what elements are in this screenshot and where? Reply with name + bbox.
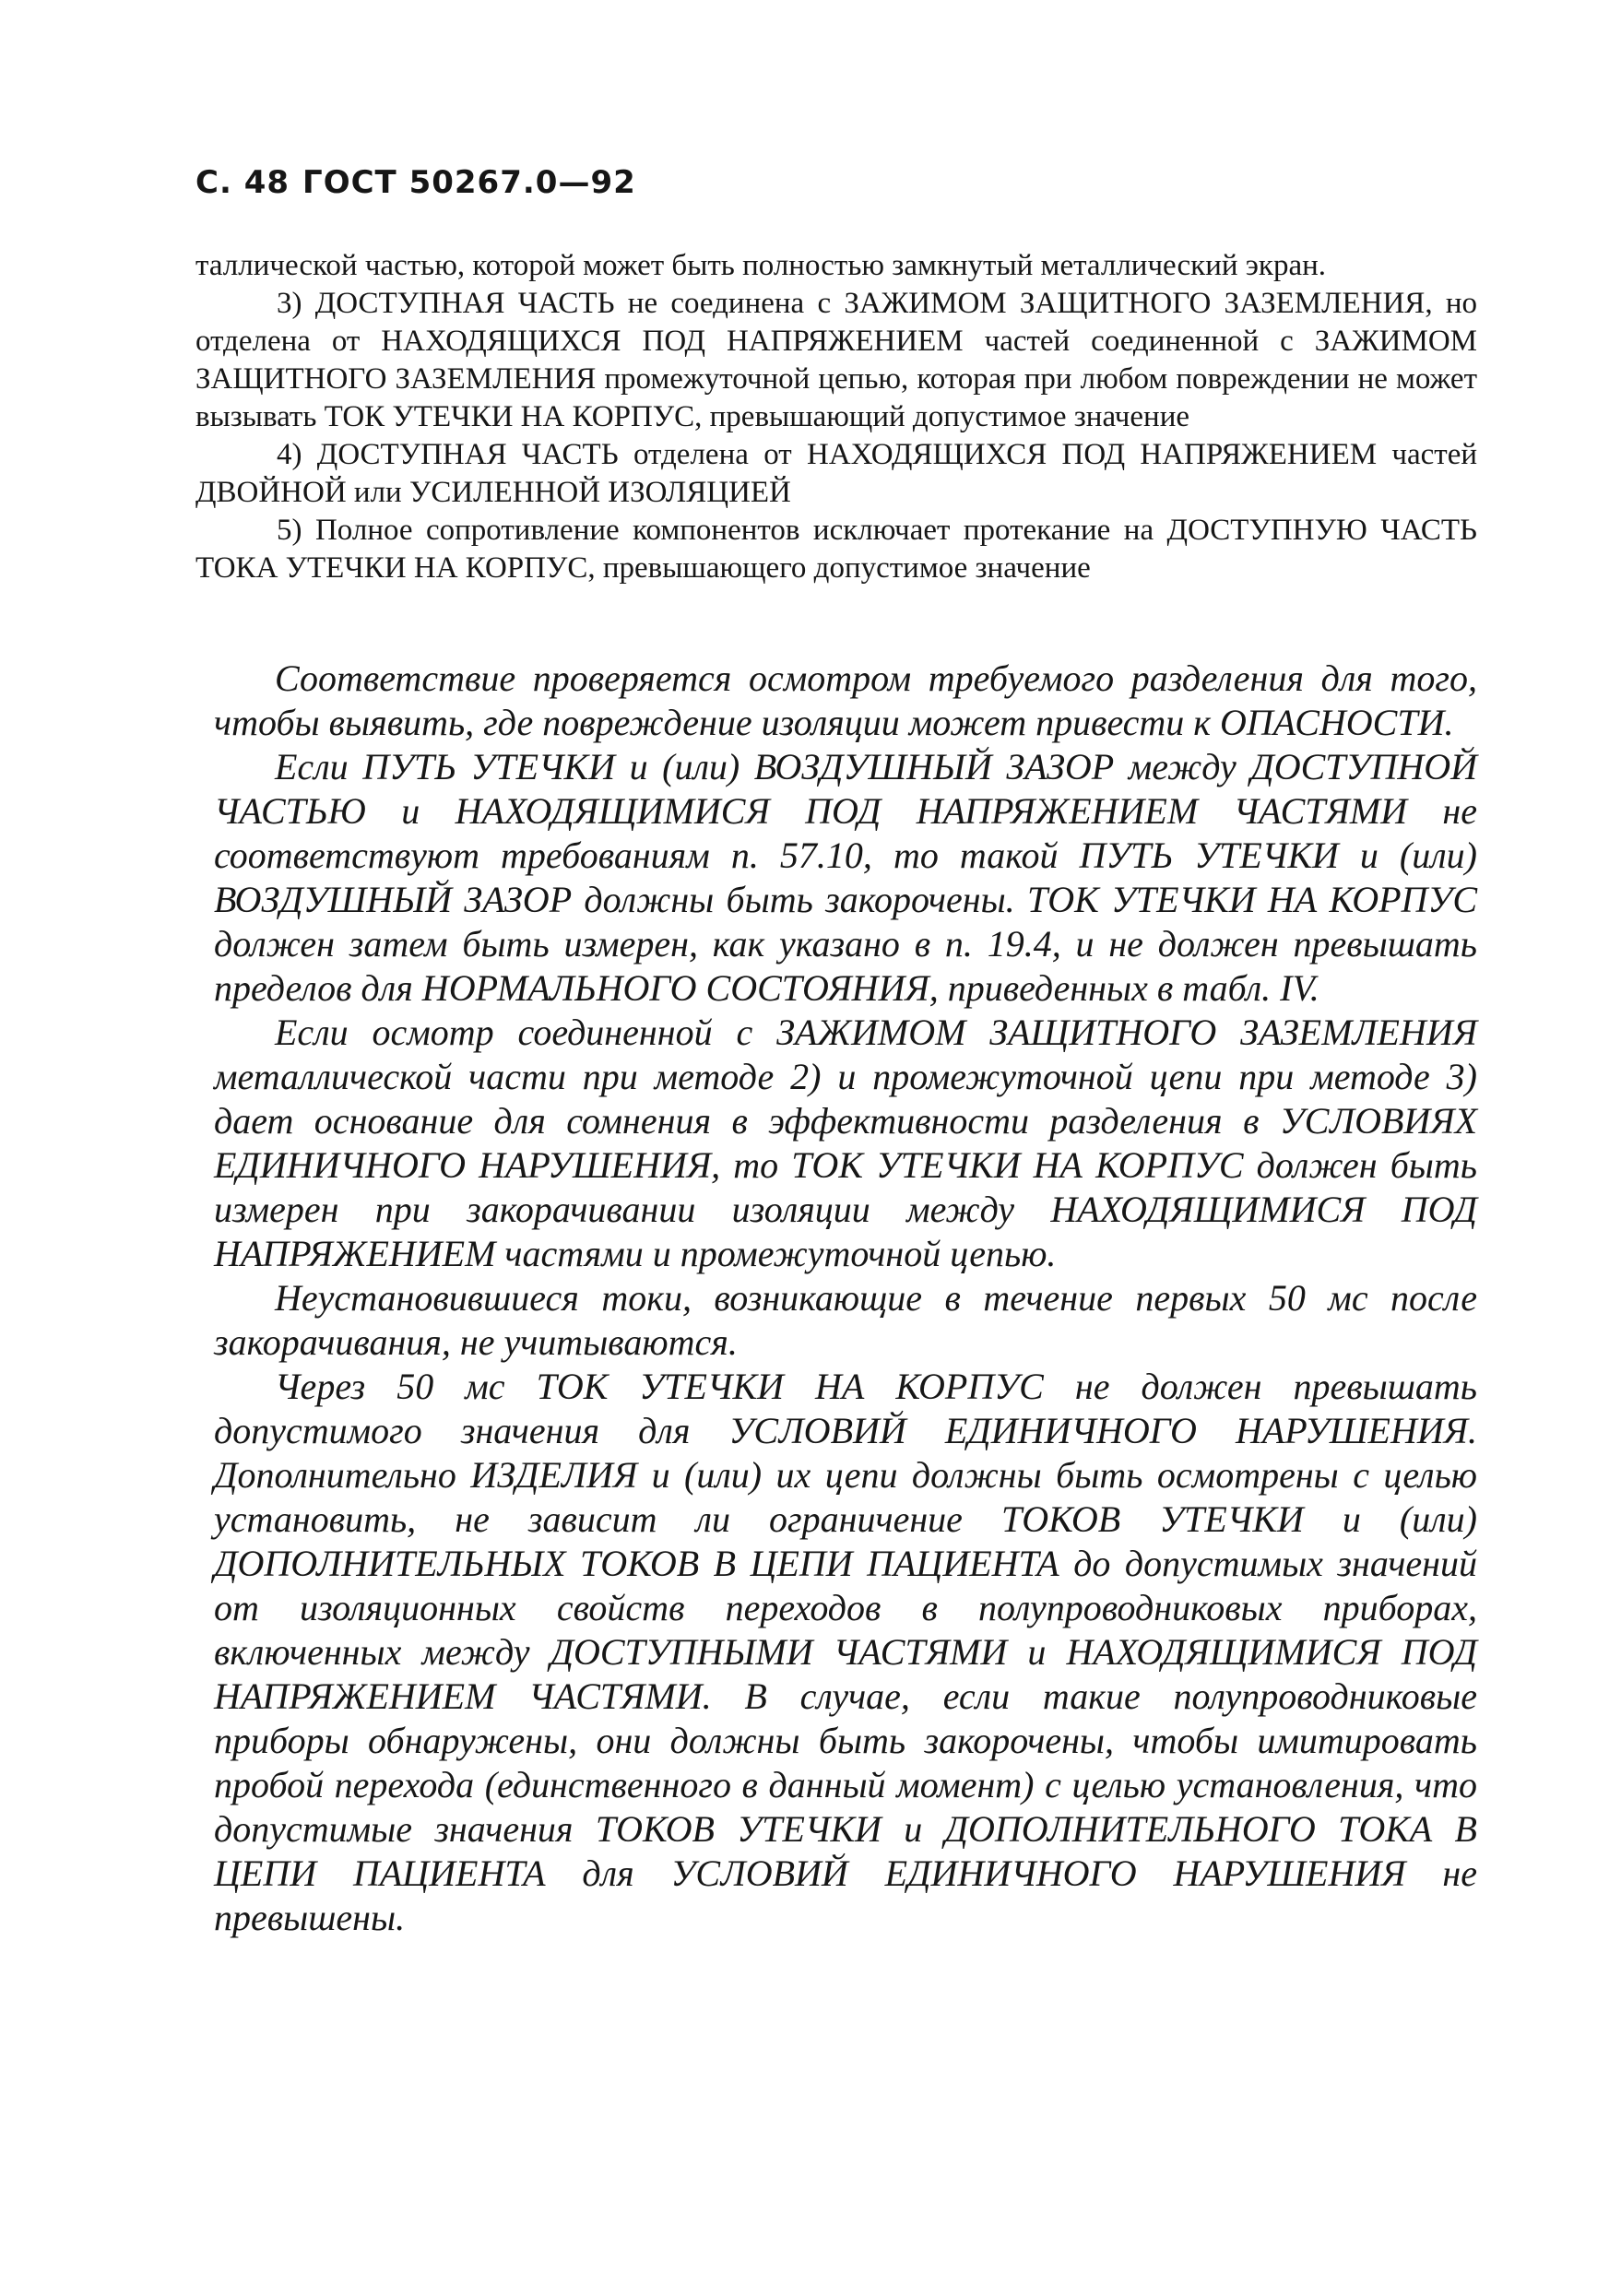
method-2-continuation: таллической частью, которой может быть полностью замкнутый металлический экран. [195, 249, 1327, 282]
page-header [195, 164, 649, 201]
compliance-paragraph: Через 50 мс ТОК УТЕЧКИ НА КОРПУС не должен превышать допустимого значения для УСЛОВИЙ ЕДИНИЧНОГО НАРУШЕНИЯ. Дополнительно ИЗДЕЛИЯ и (или) их цепи должны быть осмотрены с целью установить, не зависит ли ограничение ТОКОВ УТЕЧКИ и (или) ДОПОЛНИТЕЛЬНЫХ ТОКОВ В ЦЕПИ ПАЦИЕНТА до допустимых значений от изоляционных свойств переходов в полупроводниковых приборах, включенных между ДОСТУПНЫМИ ЧАСТЯМИ и НАХОДЯЩИМИСЯ ПОД НАПРЯЖЕНИЕМ ЧАСТЯМИ. В случае, если такие полупроводниковые приборы обнаружены, они должны быть закорочены, чтобы имитировать пробой перехода (единственного в данный момент) с целью установления, что допустимые значения ТОКОВ УТЕЧКИ и ДОПОЛНИТЕЛЬНОГО ТОКА В ЦЕПИ ПАЦИЕНТА для УСЛОВИЙ ЕДИНИЧНОГО НАРУШЕНИЯ не превышены. [214, 1366, 1477, 1938]
compliance-paragraph: Если осмотр соединенной с ЗАЖИМОМ ЗАЩИТНОГО ЗАЗЕМЛЕНИЯ металлической части при методе 2) и промежуточной цепи при методе 3) дает основание для сомнения в эффективности разделения в УСЛОВИЯХ ЕДИНИЧНОГО НАРУШЕНИЯ, то ТОК УТЕЧКИ НА КОРПУС должен быть измерен при закорачивании изоляции между НАХОДЯЩИМИСЯ ПОД НАПРЯЖЕНИЕМ частями и промежуточной цепью. [214, 1012, 1477, 1274]
method-4-paragraph: 4) ДОСТУПНАЯ ЧАСТЬ отделена от НАХОДЯЩИХСЯ ПОД НАПРЯЖЕНИЕМ частей ДВОЙНОЙ или УСИЛЕННОЙ ИЗОЛЯЦИЕЙ [195, 438, 1477, 509]
page-number: С. 48 [195, 164, 290, 201]
compliance-paragraph: Соответствие проверяется осмотром требуемого разделения для того, чтобы выявить, где повреждение изоляции может привести к ОПАСНОСТИ. [214, 657, 1477, 743]
compliance-check [214, 657, 1477, 1940]
method-5-paragraph: 5) Полное сопротивление компонентов исключает протекание на ДОСТУПНУЮ ЧАСТЬ ТОКА УТЕЧКИ НА КОРПУС, превышающего допустимое значение [195, 514, 1477, 585]
standard-designation: ГОСТ 50267.0—92 [302, 164, 636, 201]
compliance-paragraph: Неустановившиеся токи, возникающие в течение первых 50 мс после закорачивания, не учитываются. [214, 1277, 1477, 1363]
method-list [195, 247, 1477, 587]
method-3-paragraph: 3) ДОСТУПНАЯ ЧАСТЬ не соединена с ЗАЖИМОМ ЗАЩИТНОГО ЗАЗЕМЛЕНИЯ, но отделена от НАХОДЯЩИХСЯ ПОД НАПРЯЖЕНИЕМ частей соединенной с ЗАЖИМОМ ЗАЩИТНОГО ЗАЗЕМЛЕНИЯ промежуточной цепью, которая при любом повреждении не может вызывать ТОК УТЕЧКИ НА КОРПУС, превышающий допустимое значение [195, 287, 1477, 433]
compliance-paragraph: Если ПУТЬ УТЕЧКИ и (или) ВОЗДУШНЫЙ ЗАЗОР между ДОСТУПНОЙ ЧАСТЬЮ и НАХОДЯЩИМИСЯ ПОД НАПРЯЖЕНИЕМ ЧАСТЯМИ не соответствуют требованиям п. 57.10, то такой ПУТЬ УТЕЧКИ и (или) ВОЗДУШНЫЙ ЗАЗОР должны быть закорочены. ТОК УТЕЧКИ НА КОРПУС должен затем быть измерен, как указано в п. 19.4, и не должен превышать пределов для НОРМАЛЬНОГО СОСТОЯНИЯ, приведенных в табл. IV. [214, 746, 1477, 1009]
